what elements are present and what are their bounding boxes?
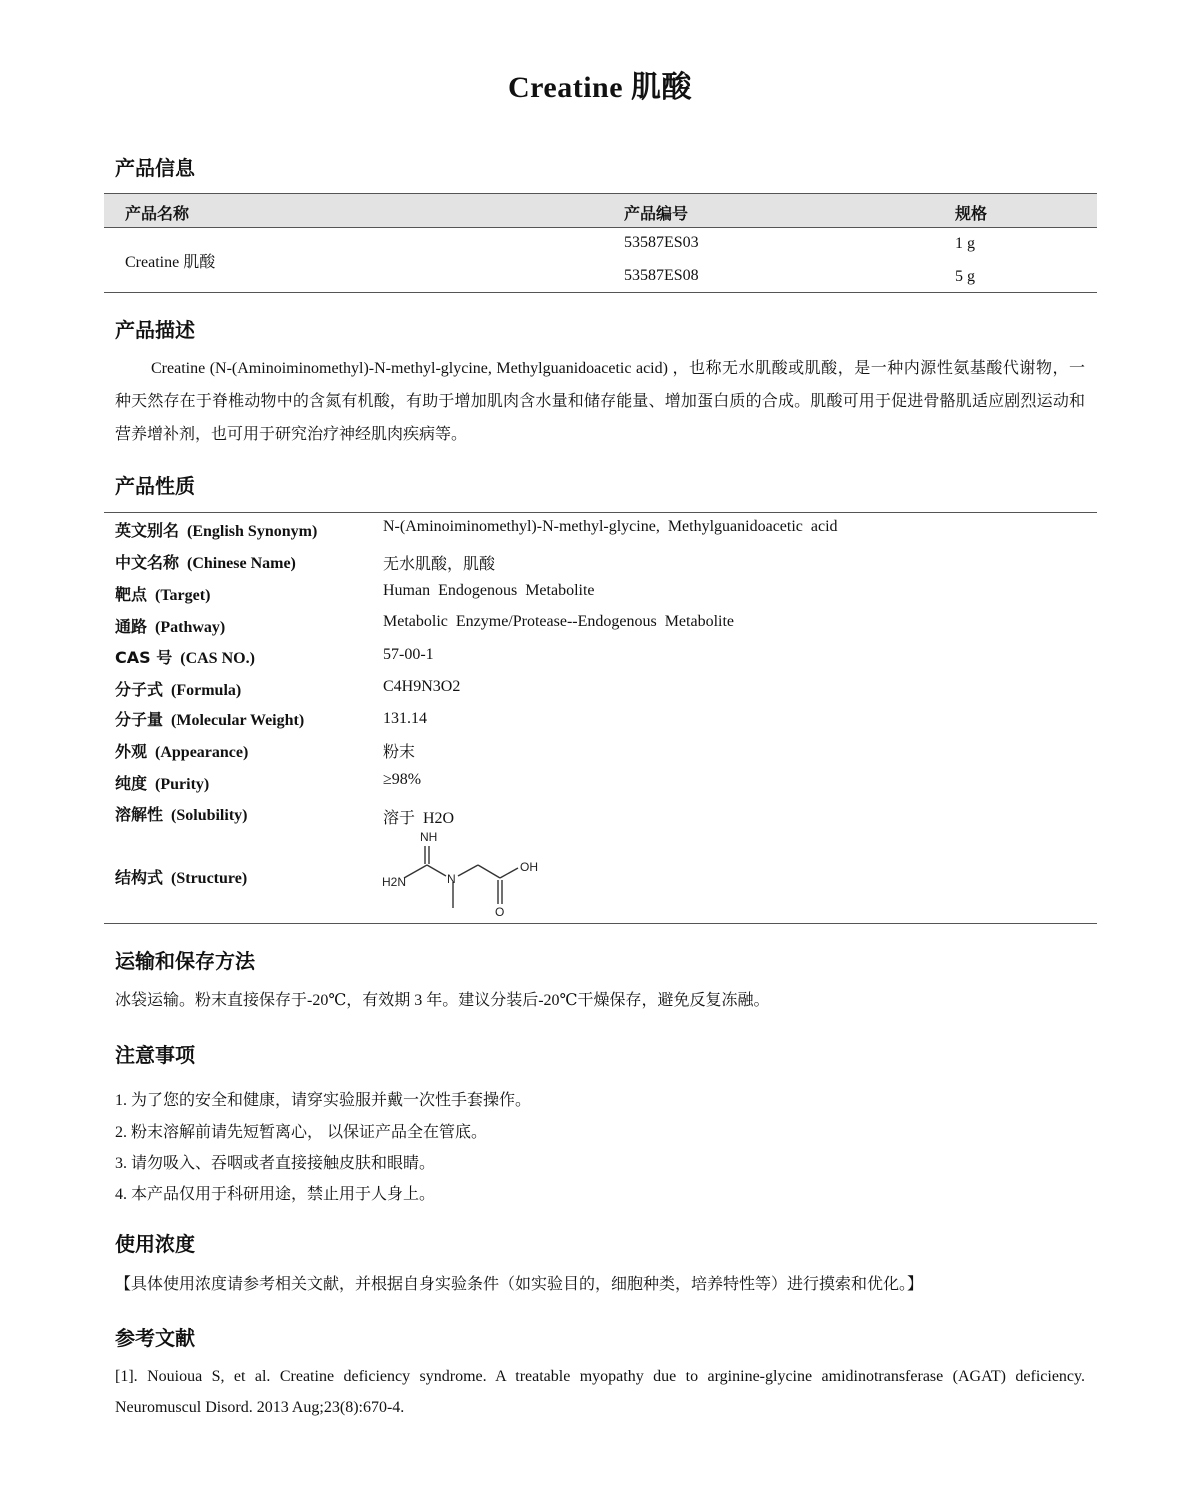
property-label xyxy=(115,614,225,637)
section-heading-storage: 运输和保存方法 xyxy=(115,949,255,973)
property-label-en: (Purity) xyxy=(155,776,210,793)
property-value: 溶于 H2O xyxy=(383,810,455,827)
property-label-en: (Appearance) xyxy=(155,744,249,761)
property-label-zh: 中文名称 xyxy=(115,553,180,572)
concentration-paragraph: 【具体使用浓度请参考相关文献，并根据自身实验条件（如实验目的，细胞种类，培养特性等）进行摸索和优化。】 xyxy=(115,1276,924,1293)
property-label xyxy=(115,645,255,668)
property-value: ≥98% xyxy=(383,771,422,788)
product-table-header-name: 产品名称 xyxy=(125,204,190,223)
storage-paragraph: 冰袋运输。粉末直接保存于-20℃，有效期 3 年。建议分装后-20℃干燥保存，避免反复冻融。 xyxy=(115,992,770,1009)
product-spec-cell: 5 g xyxy=(955,268,975,285)
property-value: 57-00-1 xyxy=(383,646,434,663)
property-label xyxy=(115,802,247,825)
structure-label-nh: NH xyxy=(420,830,438,844)
note-item: 1. 为了您的安全和健康，请穿实验服并戴一次性手套操作。 xyxy=(115,1092,532,1109)
property-label xyxy=(115,582,210,605)
structure-label-h2n: H2N xyxy=(382,875,407,889)
property-label-en: (Molecular Weight) xyxy=(171,712,305,729)
product-table-header-code: 产品编号 xyxy=(624,204,689,223)
note-item: 4. 本产品仅用于科研用途，禁止用于人身上。 xyxy=(115,1186,436,1203)
property-label-zh: 结构式 xyxy=(115,868,164,887)
structure-label-n: N xyxy=(447,872,456,886)
property-label-zh: 通路 xyxy=(115,617,148,636)
property-label-zh: 分子式 xyxy=(115,680,164,699)
product-table-top-rule xyxy=(104,193,1097,194)
property-label xyxy=(115,707,304,730)
property-label xyxy=(115,518,317,541)
property-label-zh: 纯度 xyxy=(115,774,148,793)
property-value: C4H9N3O2 xyxy=(383,678,461,695)
property-label-zh: 靶点 xyxy=(115,585,148,604)
property-value: Metabolic Enzyme/Protease--Endogenous Metabolite xyxy=(383,613,735,630)
product-table-header-spec: 规格 xyxy=(955,204,988,223)
property-label-en: (English Synonym) xyxy=(187,523,318,540)
section-heading-references: 参考文献 xyxy=(115,1326,195,1350)
product-code-cell: 53587ES08 xyxy=(624,267,699,284)
structure-diagram xyxy=(380,826,550,920)
property-label-zh: 外观 xyxy=(115,742,148,761)
section-heading-notes: 注意事项 xyxy=(115,1043,195,1067)
note-item: 2. 粉末溶解前请先短暂离心， 以保证产品全在管底。 xyxy=(115,1124,488,1141)
property-label-en: (Chinese Name) xyxy=(187,555,296,572)
property-label-en: (Target) xyxy=(155,587,211,604)
property-label-zh: 溶解性 xyxy=(115,805,164,824)
property-value: 粉末 xyxy=(383,744,416,761)
property-label xyxy=(115,865,247,888)
property-label-zh: CAS 号 xyxy=(115,648,173,667)
reference-item: [1]. Nouioua S, et al. Creatine deficiency syndrome. A treatable myopathy due to arginine-glycine amidinotransferase (AGAT) deficiency. Neuromuscul Disord. 2013 Aug;23(8):670-4. xyxy=(115,1368,1085,1416)
property-label xyxy=(115,550,296,573)
description-paragraph: Creatine (N-(Aminoiminomethyl)-N-methyl-glycine, Methylguanidoacetic acid) ，也称无水肌酸或肌酸，是一种内源性氨基酸代谢物，一种天然存在于脊椎动物中的含氮有机酸，有助于增加肌肉含水量和储存能量、增加蛋白质的合成。肌酸可用于促进骨骼肌适应剧烈运动和营养增补剂，也可用于研究治疗神经肌肉疾病等。 xyxy=(115,360,1085,443)
property-label-en: (Pathway) xyxy=(155,619,226,636)
property-value: 131.14 xyxy=(383,710,427,727)
property-label-zh: 英文别名 xyxy=(115,521,180,540)
product-table-header-rule xyxy=(104,227,1097,228)
property-value: Human Endogenous Metabolite xyxy=(383,582,595,599)
note-item: 3. 请勿吸入、吞咽或者直接接触皮肤和眼睛。 xyxy=(115,1155,436,1172)
property-label-en: (Formula) xyxy=(171,682,242,699)
structure-label-oh: OH xyxy=(520,860,538,874)
property-label xyxy=(115,677,241,700)
product-table-header-bg xyxy=(104,194,1097,227)
property-value: N-(Aminoiminomethyl)-N-methyl-glycine, Methylguanidoacetic acid xyxy=(383,518,838,535)
properties-table-bottom-rule xyxy=(104,923,1097,924)
property-label-en: (Solubility) xyxy=(171,807,248,824)
property-label-en: (Structure) xyxy=(171,870,248,887)
page-title: Creatine 肌酸 xyxy=(507,71,693,104)
properties-table-top-rule xyxy=(104,512,1097,513)
property-label-zh: 分子量 xyxy=(115,710,164,729)
property-value: 无水肌酸，肌酸 xyxy=(383,556,496,573)
section-heading-product-info: 产品信息 xyxy=(115,156,195,180)
structure-label-o: O xyxy=(495,905,505,919)
property-label xyxy=(115,739,248,762)
section-heading-concentration: 使用浓度 xyxy=(115,1232,195,1256)
section-heading-description: 产品描述 xyxy=(115,318,195,342)
product-spec-cell: 1 g xyxy=(955,235,975,252)
property-label xyxy=(115,771,209,794)
product-table-bottom-rule xyxy=(104,292,1097,293)
section-heading-properties: 产品性质 xyxy=(115,474,195,498)
product-name-cell: Creatine 肌酸 xyxy=(125,254,216,271)
property-label-en: (CAS NO.) xyxy=(180,650,255,667)
product-code-cell: 53587ES03 xyxy=(624,234,699,251)
